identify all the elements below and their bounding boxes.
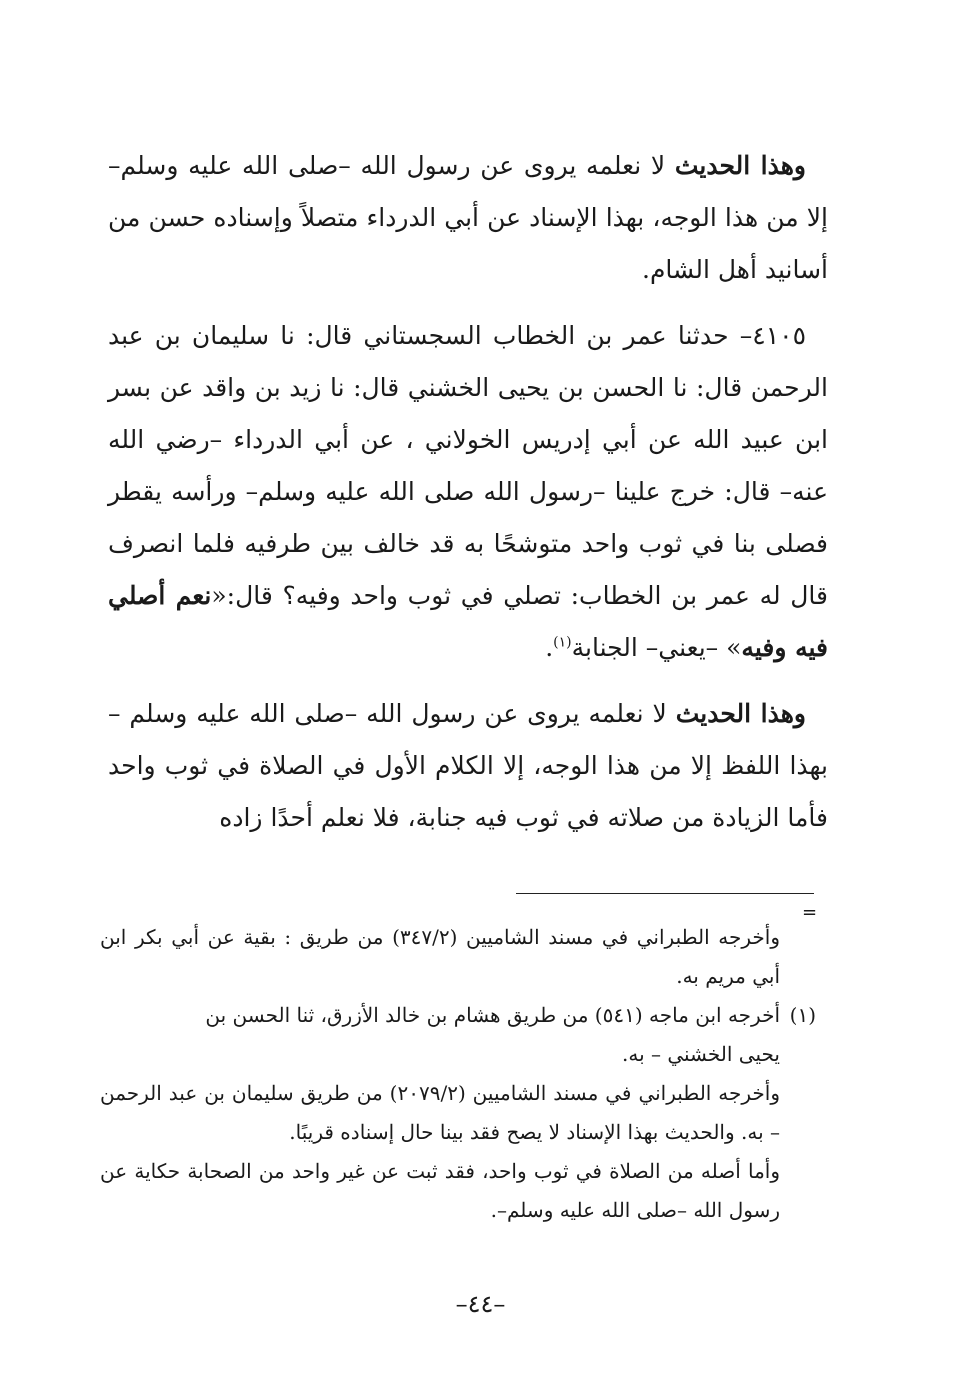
paragraph-text-after: » –يعني– الجنابة — [571, 633, 742, 662]
footnote-1 — [100, 996, 816, 1074]
main-text — [108, 140, 828, 844]
paragraph-commentary-2 — [108, 688, 828, 844]
footnotes — [100, 918, 816, 1230]
footnote-separator — [516, 893, 814, 894]
hadith-quote: نعم أصلي فيه وفيه — [108, 581, 828, 662]
paragraph-end: . — [545, 633, 554, 662]
footnote-1-paragraph-2: وأخرجه الطبراني في مسند الشاميين (٢٠٧٩/٢) من طريق سليمان بن عبد الرحمن – به. والحديث بهذا الإسناد لا يصح فقد بينا حال إسناده قريبًا. — [100, 1081, 781, 1144]
paragraph-lead: وهذا الحديث — [675, 699, 807, 728]
paragraph-text: لا نعلمه يروى عن رسول الله –صلى الله عليه وسلم – بهذا اللفظ إلا من هذا الوجه، إلا الكلام الأول في الصلاة في ثوب واحد فأما الزيادة من صلاته في ثوب فيه جنابة، فلا نعلم أحدًا زاده — [108, 699, 828, 832]
page-number: –٤٤– — [455, 1290, 506, 1318]
paragraph-lead: وهذا الحديث — [674, 151, 806, 180]
footnote-text-continued: يحيى الخشني – به. — [621, 1042, 780, 1066]
paragraph-commentary-1 — [108, 140, 828, 296]
paragraph-hadith-4105 — [108, 310, 828, 674]
footnote-continuation-mark: = — [802, 902, 818, 923]
paragraph-text: لا نعلمه يروى عن رسول الله –صلى الله عليه وسلم– إلا من هذا الوجه، بهذا الإسناد عن أبي الدرداء متصلاً وإسناده حسن من أسانيد أهل الشام. — [108, 151, 828, 284]
footnote-reference[interactable]: (١) — [553, 634, 572, 651]
footnote-1-paragraph-3: وأما أصله من الصلاة في ثوب واحد، فقد ثبت عن غير واحد من الصحابة حكاية عن رسول الله –صلى الله عليه وسلم–. — [100, 1159, 780, 1222]
paragraph-text: ٤١٠٥– حدثنا عمر بن الخطاب السجستاني قال: نا سليمان بن عبد الرحمن قال: نا الحسن بن يحيى الخشني قال: نا زيد بن واقد عن بسر ابن عبيد الله عن أبي إدريس الخولاني ، عن أبي الدرداء –رضي الله عنه– قال: خرج علينا –رسول الله صلى الله عليه وسلم– ورأسه يقطر فصلى بنا في ثوب واحد متوشحًا به قد خالف بين طرفيه فلما انصرف قال له عمر بن الخطاب: تصلي في ثوب واحد وفيه؟ قال:« — [108, 321, 828, 610]
footnote-text: أخرجه ابن ماجه (٥٤١) من طريق هشام بن خالد الأزرق، ثنا الحسن بن — [205, 1003, 780, 1027]
footnote-number: (١) — [789, 1003, 816, 1027]
footnote-continued: وأخرجه الطبراني في مسند الشاميين (٣٤٧/٢) من طريق : بقية عن أبي بكر ابن أبي مريم به. — [100, 925, 780, 988]
